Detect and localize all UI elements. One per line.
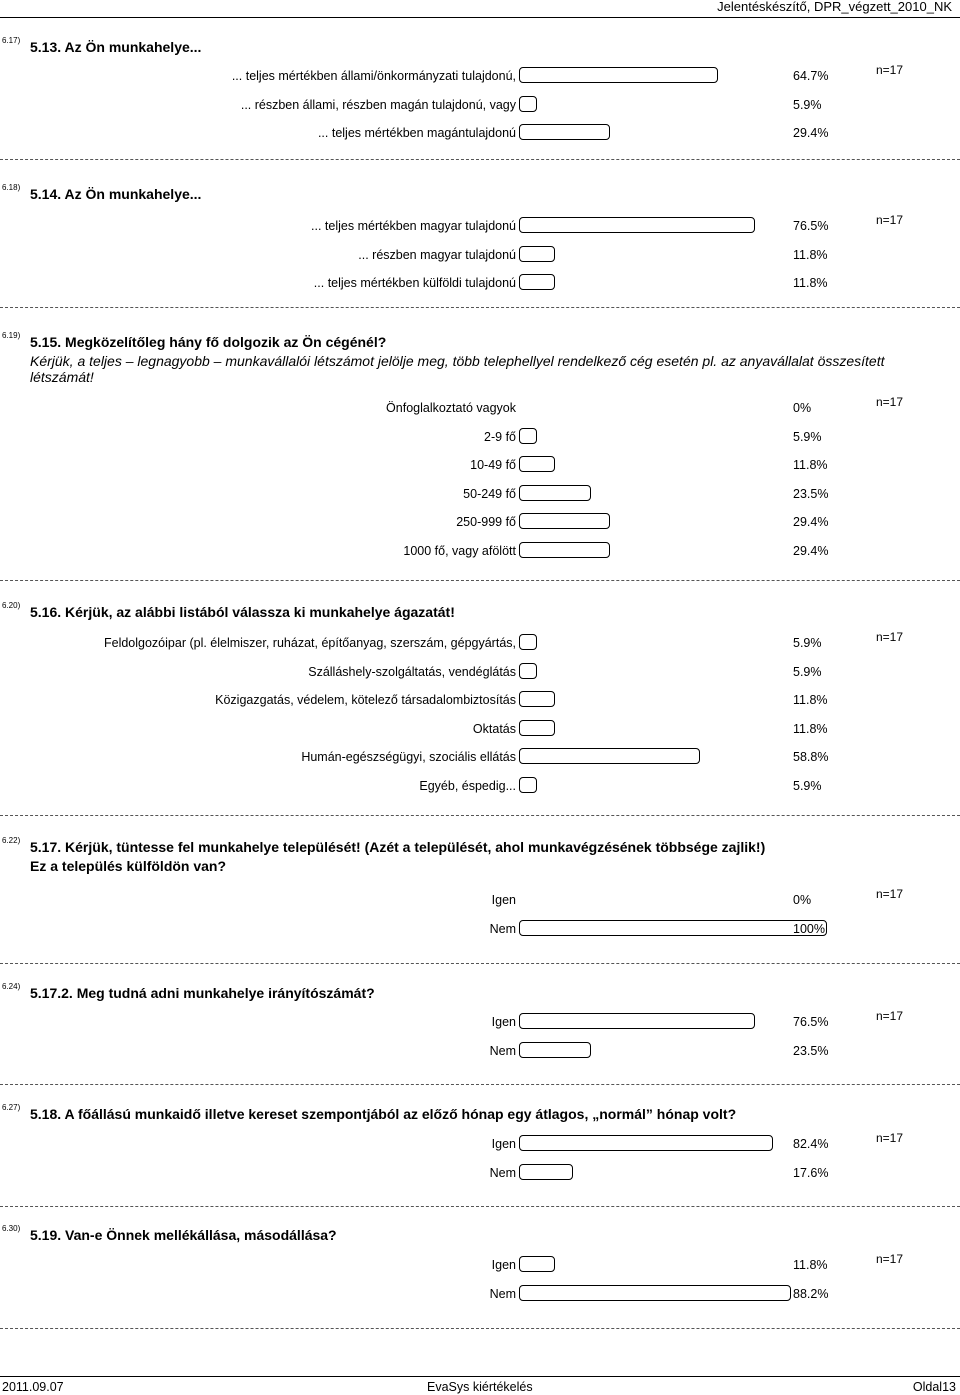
answer-row <box>0 776 960 798</box>
answer-bar <box>519 748 700 764</box>
answer-label: ... teljes mértékben állami/önkormányzati tulajdonú, <box>231 69 516 83</box>
answer-bar <box>519 1285 791 1301</box>
sample-size: n=17 <box>876 1252 904 1266</box>
answer-row <box>0 216 960 238</box>
sample-size: n=17 <box>876 887 904 901</box>
answer-percent: 5.9% <box>793 779 822 793</box>
answer-row <box>0 1134 960 1156</box>
answer-bar <box>519 1164 573 1180</box>
sample-size: n=17 <box>876 1131 904 1145</box>
answer-percent: 5.9% <box>793 664 822 679</box>
answer-bar <box>519 542 610 558</box>
answer-bar <box>519 663 537 679</box>
answer-row <box>0 633 960 655</box>
answer-row <box>0 1284 960 1306</box>
answer-bar <box>519 96 537 112</box>
question-instruction: Kérjük, a teljes – legnagyobb – munkavállalói létszámot jelölje meg, több telephellyel rendelkező cég esetén pl. az anyavállalat összesített létszámát! <box>30 353 885 385</box>
answer-label: 10-49 fő <box>470 458 516 473</box>
question-number: 6.30) <box>2 1224 21 1233</box>
section-divider <box>0 815 960 816</box>
answer-label: Közigazgatás, védelem, kötelező társadalombiztosítás <box>215 693 516 708</box>
answer-row <box>0 662 960 684</box>
answer-label: Nem <box>489 1165 516 1180</box>
question-subtitle: Ez a település külföldön van? <box>30 858 227 874</box>
answer-label: Igen <box>491 1137 516 1151</box>
question-number: 6.24) <box>2 982 21 991</box>
answer-label: Feldolgozóipar (pl. élelmiszer, ruházat, építőanyag, szerszám, gépgyártás, <box>103 636 516 650</box>
answer-label: 2-9 fő <box>484 429 516 444</box>
section-divider <box>0 307 960 308</box>
answer-percent: 29.4% <box>793 544 829 558</box>
question-title: 5.13. Az Ön munkahelye... <box>30 39 202 55</box>
answer-row <box>0 484 960 506</box>
answer-percent: 0% <box>793 893 812 907</box>
answer-bar <box>519 777 537 793</box>
answer-percent: 11.8% <box>793 458 828 473</box>
answer-row <box>0 747 960 769</box>
answer-label: ... részben magyar tulajdonú <box>358 247 516 262</box>
answer-row <box>0 455 960 477</box>
question-number: 6.20) <box>2 601 21 610</box>
answer-row <box>0 427 960 449</box>
section-divider <box>0 580 960 581</box>
question-number: 6.17) <box>2 36 21 45</box>
sample-size: n=17 <box>876 630 904 644</box>
answer-bar <box>519 513 610 529</box>
answer-label: 1000 fő, vagy afölött <box>403 544 516 558</box>
answer-bar <box>519 67 718 83</box>
answer-row <box>0 273 960 295</box>
sample-size: n=17 <box>876 395 904 409</box>
answer-percent: 5.9% <box>793 429 822 444</box>
section-divider <box>0 159 960 160</box>
answer-bar <box>519 1256 555 1272</box>
footer-center: EvaSys kiértékelés <box>427 1380 533 1394</box>
header-divider <box>0 17 960 18</box>
answer-label: 50-249 fő <box>463 486 516 501</box>
answer-percent: 5.9% <box>793 636 822 650</box>
answer-label: Szálláshely-szolgáltatás, vendéglátás <box>308 664 516 679</box>
answer-label: Humán-egészségügyi, szociális ellátás <box>301 750 516 765</box>
answer-bar <box>519 1042 591 1058</box>
answer-label: Egyéb, éspedig... <box>419 779 516 793</box>
answer-label: Önfoglalkoztató vagyok <box>386 401 516 415</box>
answer-percent: 17.6% <box>793 1165 829 1180</box>
answer-bar <box>519 1013 755 1029</box>
answer-percent: 82.4% <box>793 1137 829 1151</box>
answer-percent: 11.8% <box>793 247 828 262</box>
answer-bar <box>519 720 555 736</box>
answer-bar <box>519 124 610 140</box>
answer-label: Igen <box>491 1258 516 1272</box>
answer-label: ... teljes mértékben magyar tulajdonú <box>311 219 516 233</box>
sample-size: n=17 <box>876 213 904 227</box>
answer-bar <box>519 691 555 707</box>
answer-percent: 100% <box>793 921 825 936</box>
answer-row <box>0 690 960 712</box>
answer-row <box>0 95 960 117</box>
answer-percent: 11.8% <box>793 1258 828 1272</box>
section-divider <box>0 1206 960 1207</box>
answer-row <box>0 1012 960 1034</box>
answer-row <box>0 1041 960 1063</box>
question-number: 6.19) <box>2 331 21 340</box>
answer-percent: 64.7% <box>793 69 829 83</box>
answer-percent: 76.5% <box>793 219 829 233</box>
answer-percent: 29.4% <box>793 515 829 530</box>
answer-percent: 23.5% <box>793 486 829 501</box>
answer-percent: 5.9% <box>793 97 822 112</box>
answer-row <box>0 66 960 88</box>
answer-percent: 11.8% <box>793 721 828 736</box>
sample-size: n=17 <box>876 63 904 77</box>
answer-label: ... teljes mértékben külföldi tulajdonú <box>313 276 516 291</box>
question-title: 5.16. Kérjük, az alábbi listából válassza ki munkahelye ágazatát! <box>30 604 455 620</box>
answer-row <box>0 1255 960 1277</box>
footer-page: Oldal13 <box>912 1380 956 1394</box>
answer-row <box>0 398 960 420</box>
answer-row <box>0 890 960 912</box>
answer-bar <box>519 217 755 233</box>
section-divider <box>0 1084 960 1085</box>
question-number: 6.27) <box>2 1103 21 1112</box>
answer-percent: 76.5% <box>793 1015 829 1029</box>
answer-label: Igen <box>491 1015 516 1029</box>
answer-row <box>0 1163 960 1185</box>
answer-percent: 23.5% <box>793 1043 829 1058</box>
answer-row <box>0 512 960 534</box>
answer-bar <box>519 1135 773 1151</box>
answer-percent: 11.8% <box>793 276 828 291</box>
answer-row <box>0 123 960 145</box>
question-title: 5.17. Kérjük, tüntesse fel munkahelye települését! (Azét a települését, ahol munkavégzésének többsége zajlik!) <box>30 839 766 855</box>
answer-bar <box>519 634 537 650</box>
answer-bar <box>519 456 555 472</box>
answer-bar <box>519 920 827 936</box>
answer-label: Nem <box>489 921 516 936</box>
report-title: Jelentéskészítő, DPR_végzett_2010_NK <box>717 0 952 14</box>
answer-label: Igen <box>491 893 516 907</box>
answer-label: ... részben állami, részben magán tulajdonú, vagy <box>240 97 516 112</box>
sample-size: n=17 <box>876 1009 904 1023</box>
question-title: 5.19. Van-e Önnek mellékállása, másodállása? <box>30 1227 337 1243</box>
footer-date: 2011.09.07 <box>2 1380 64 1394</box>
answer-label: Nem <box>489 1043 516 1058</box>
answer-label: ... teljes mértékben magántulajdonú <box>317 126 516 141</box>
answer-percent: 0% <box>793 401 812 415</box>
section-divider <box>0 1328 960 1329</box>
answer-percent: 11.8% <box>793 693 828 708</box>
answer-label: Oktatás <box>472 721 516 736</box>
answer-bar <box>519 274 555 290</box>
answer-label: Nem <box>489 1286 516 1301</box>
answer-row <box>0 541 960 563</box>
question-title: 5.15. Megközelítőleg hány fő dolgozik az Ön cégénél? <box>30 334 387 350</box>
answer-bar <box>519 246 555 262</box>
question-number: 6.18) <box>2 183 21 192</box>
question-title: 5.18. A főállású munkaidő illetve kereset szempontjából az előző hónap egy átlagos, „normál” hónap volt? <box>30 1106 737 1122</box>
answer-percent: 29.4% <box>793 126 829 141</box>
answer-row <box>0 919 960 941</box>
answer-percent: 58.8% <box>793 750 829 765</box>
answer-label: 250-999 fő <box>456 515 516 530</box>
footer-divider <box>0 1376 960 1377</box>
answer-bar <box>519 485 591 501</box>
question-title: 5.14. Az Ön munkahelye... <box>30 186 202 202</box>
answer-bar <box>519 428 537 444</box>
answer-row <box>0 719 960 741</box>
answer-row <box>0 245 960 267</box>
answer-percent: 88.2% <box>793 1286 829 1301</box>
question-title: 5.17.2. Meg tudná adni munkahelye irányítószámát? <box>30 985 375 1001</box>
section-divider <box>0 963 960 964</box>
question-number: 6.22) <box>2 836 21 845</box>
